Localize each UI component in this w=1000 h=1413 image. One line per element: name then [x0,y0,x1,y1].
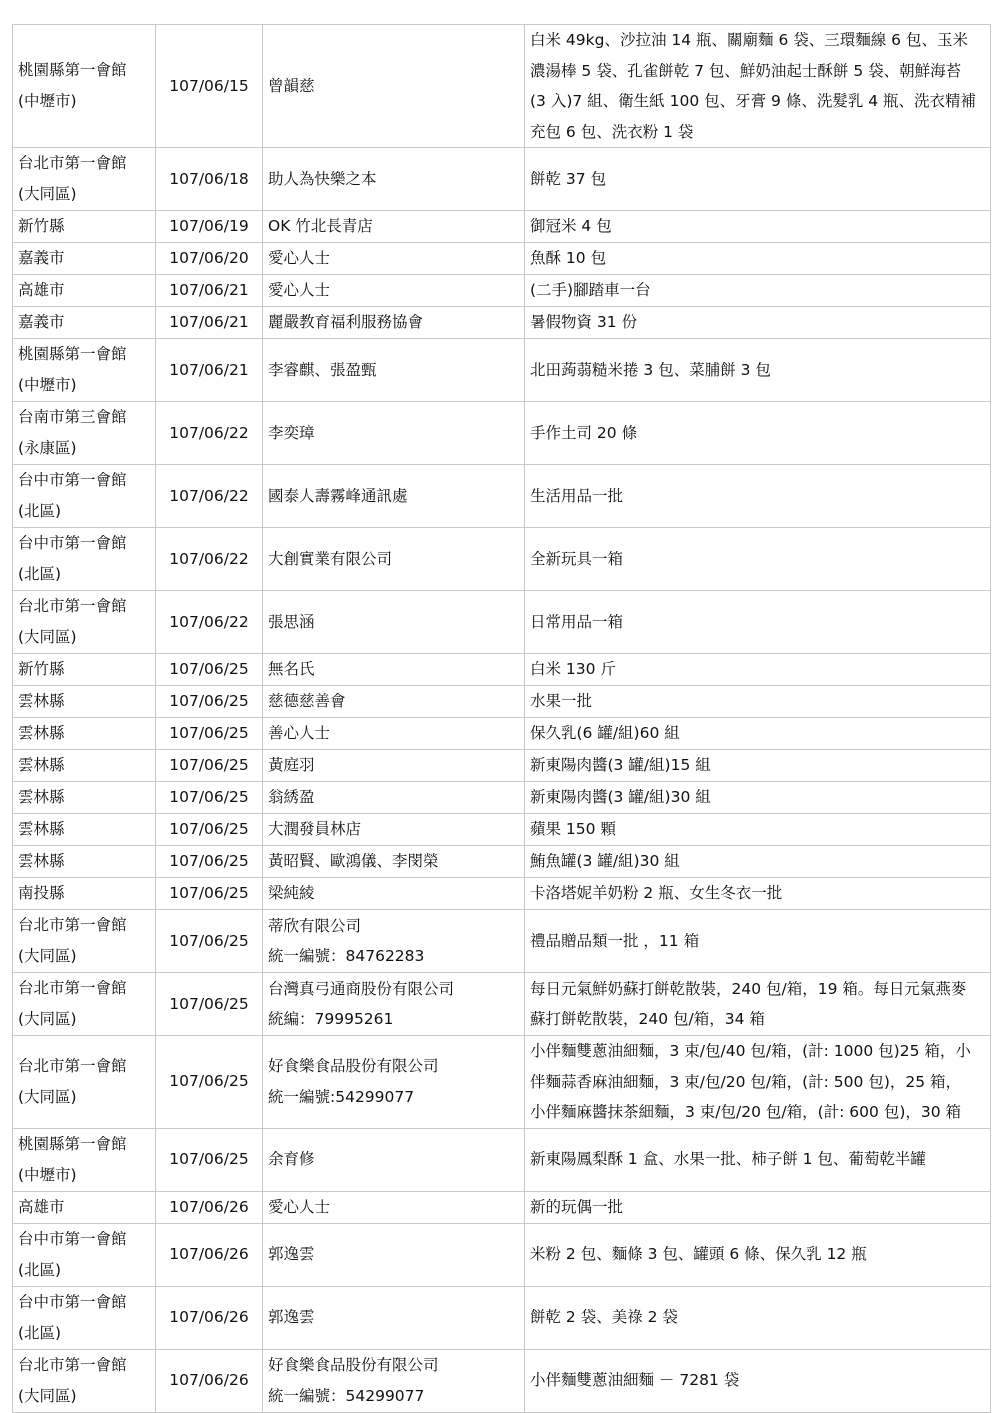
table-row [13,339,991,402]
location-cell-line: (永康區) [18,439,77,457]
location-cell [13,910,156,973]
donor-cell [263,339,525,402]
items-cell-line: 保久乳(6 罐/組)60 組 [530,724,680,743]
items-cell [525,307,991,339]
date-cell: 107/06/25 [156,846,263,878]
items-cell [525,339,991,402]
table-row [13,878,991,910]
donor-cell-line: 李奕璋 [268,423,315,442]
location-cell [13,782,156,814]
location-cell-line: 雲林縣 [18,692,65,710]
donor-cell [263,211,525,243]
donor-cell [263,243,525,275]
donor-cell-line: 曾韻慈 [268,76,315,95]
table-row [13,910,991,973]
donor-cell-line: 梁純綾 [268,884,315,902]
donor-cell [263,1223,525,1286]
table-row [13,148,991,211]
date-cell: 107/06/22 [156,528,263,591]
items-cell-line: 水果一批 [530,692,593,711]
donor-cell-line: 台灣真弓通商股份有限公司 [268,979,455,998]
date-cell: 107/06/25 [156,1128,263,1191]
donor-cell-line: 統一編號:54299077 [268,1087,415,1106]
table-row [13,1036,991,1129]
date-cell: 107/06/25 [156,750,263,782]
donor-cell [263,910,525,973]
date-cell: 107/06/21 [156,275,263,307]
items-cell-line: 北田蒟蒻糙米捲 3 包、菜脯餅 3 包 [530,360,771,379]
table-row [13,528,991,591]
items-cell-line: 禮品贈品類一批 ，11 箱 [530,931,700,950]
items-cell [525,148,991,211]
donor-cell [263,973,525,1036]
date-cell: 107/06/26 [156,1286,263,1349]
date-cell: 107/06/22 [156,465,263,528]
location-cell [13,1286,156,1349]
location-cell-line: 桃園縣第一會館 [18,345,127,363]
location-cell-line: 高雄市 [18,1197,65,1216]
donor-cell [263,750,525,782]
donor-cell [263,1349,525,1412]
location-cell-line: (大同區) [18,1386,77,1405]
donor-cell-line: 麗嚴教育福利服務協會 [268,313,424,331]
location-cell [13,25,156,148]
donor-cell [263,1036,525,1129]
items-cell [525,25,991,148]
date-cell: 107/06/25 [156,973,263,1036]
items-cell-line: 卡洛塔妮羊奶粉 2 瓶、女生冬衣一批 [530,884,783,903]
location-cell [13,654,156,686]
donor-cell-line: 愛心人士 [268,281,331,299]
location-cell [13,275,156,307]
donor-cell [263,654,525,686]
location-cell [13,814,156,846]
location-cell-line: 桃園縣第一會館 [18,1134,127,1153]
location-cell-line: 雲林縣 [18,852,65,870]
donor-cell [263,275,525,307]
table-row [13,814,991,846]
items-cell-line: 新東陽鳳梨酥 1 盒、水果一批、柿子餅 1 包、葡萄乾半罐 [530,1150,926,1169]
date-cell: 107/06/26 [156,1349,263,1412]
location-cell-line: 桃園縣第一會館 [18,61,127,79]
location-cell-line: (大同區) [18,1010,77,1028]
location-cell [13,1128,156,1191]
items-cell [525,782,991,814]
donor-cell [263,718,525,750]
items-cell-line: 暑假物資 31 份 [530,313,638,332]
date-cell: 107/06/22 [156,591,263,654]
location-cell [13,243,156,275]
items-cell-line: 小伴麵麻醬抹茶細麵，3 束/包/20 包/箱，(計: 600 包)，30 箱 [530,1103,962,1121]
items-cell-line: 新東陽肉醬(3 罐/組)30 組 [530,788,711,807]
donor-cell-line: 蒂欣有限公司 [268,916,362,935]
donor-cell [263,307,525,339]
location-cell-line: (大同區) [18,185,77,203]
donation-table [12,24,991,1413]
location-cell-line: (北區) [18,1260,62,1279]
date-cell: 107/06/15 [156,25,263,148]
table-row [13,25,991,148]
donor-cell-line: 郭逸雲 [268,1245,315,1263]
donor-cell [263,782,525,814]
table-row [13,718,991,750]
date-cell: 107/06/26 [156,1223,263,1286]
date-cell: 107/06/26 [156,1191,263,1223]
items-cell [525,718,991,750]
location-cell-line: (中壢市) [18,1165,77,1184]
location-cell-line: 雲林縣 [18,788,65,806]
donor-cell-line: 助人為快樂之本 [268,169,377,188]
location-cell-line: (北區) [18,1323,62,1342]
items-cell-line: 小伴麵雙蔥油細麵 － 7281 袋 [530,1371,740,1390]
location-cell-line: 台北市第一會館 [18,916,127,934]
date-cell: 107/06/25 [156,814,263,846]
location-cell-line: 台北市第一會館 [18,1056,127,1075]
donor-cell [263,465,525,528]
donation-list-page [12,24,990,1413]
table-row [13,275,991,307]
location-cell [13,1191,156,1223]
donor-cell-line: 翁綉盈 [268,788,315,806]
items-cell [525,814,991,846]
items-cell-line: 白米 49kg、沙拉油 14 瓶、關廟麵 6 袋、三環麵線 6 包、玉米 [530,31,968,49]
donor-cell-line: OK 竹北長青店 [268,217,373,235]
date-cell: 107/06/25 [156,782,263,814]
location-cell-line: 新竹縣 [18,217,65,235]
donor-cell-line: 大創實業有限公司 [268,549,393,568]
donor-cell [263,591,525,654]
location-cell-line: 台北市第一會館 [18,1355,127,1374]
donor-cell-line: 國泰人壽霧峰通訊處 [268,486,408,505]
items-cell-line: 每日元氣鮮奶蘇打餅乾散裝，240 包/箱，19 箱。每日元氣燕麥 [530,979,967,998]
table-row [13,402,991,465]
donor-cell-line: 余育修 [268,1150,315,1168]
location-cell [13,402,156,465]
items-cell [525,1349,991,1412]
table-row [13,1286,991,1349]
donor-cell [263,1128,525,1191]
location-cell-line: 嘉義市 [18,249,65,267]
items-cell-line: 小伴麵雙蔥油細麵，3 束/包/40 包/箱，(計: 1000 包)25 箱，小 [530,1042,971,1060]
items-cell [525,686,991,718]
donor-cell [263,148,525,211]
table-row [13,243,991,275]
items-cell [525,591,991,654]
location-cell [13,148,156,211]
date-cell: 107/06/18 [156,148,263,211]
donor-cell [263,1191,525,1223]
table-row [13,846,991,878]
location-cell [13,307,156,339]
location-cell [13,750,156,782]
donor-cell-line: 愛心人士 [268,1197,331,1216]
location-cell-line: 台北市第一會館 [18,597,127,615]
items-cell [525,973,991,1036]
donor-cell-line: 大潤發員林店 [268,820,362,838]
date-cell: 107/06/25 [156,910,263,973]
items-cell [525,1286,991,1349]
table-row [13,591,991,654]
items-cell-line: 蘇打餅乾散裝，240 包/箱，34 箱 [530,1010,765,1028]
location-cell [13,686,156,718]
table-row [13,465,991,528]
items-cell [525,275,991,307]
items-cell [525,1036,991,1129]
items-cell-line: 新的玩偶一批 [530,1197,624,1216]
items-cell-line: 伴麵蒜香麻油細麵，3 束/包/20 包/箱，(計: 500 包)，25 箱， [530,1072,962,1091]
donor-cell [263,528,525,591]
donor-cell-line: 張思涵 [268,612,315,631]
location-cell [13,465,156,528]
table-row [13,1191,991,1223]
items-cell-line: 御冠米 4 包 [530,217,612,236]
donor-cell [263,686,525,718]
location-cell-line: (大同區) [18,628,77,646]
location-cell-line: 高雄市 [18,281,65,299]
items-cell [525,654,991,686]
table-row [13,1223,991,1286]
location-cell [13,846,156,878]
location-cell-line: (北區) [18,565,62,583]
date-cell: 107/06/25 [156,718,263,750]
items-cell-line: 濃湯棒 5 袋、孔雀餅乾 7 包、鮮奶油起士酥餅 5 袋、朝鮮海苔 [530,61,962,80]
location-cell [13,528,156,591]
items-cell [525,211,991,243]
table-row [13,973,991,1036]
donor-cell-line: 黃庭羽 [268,756,315,774]
location-cell-line: 台中市第一會館 [18,1292,127,1311]
donor-cell [263,402,525,465]
location-cell-line: 南投縣 [18,884,65,902]
items-cell [525,402,991,465]
table-row [13,782,991,814]
date-cell: 107/06/25 [156,1036,263,1129]
items-cell-line: 餅乾 2 袋、美祿 2 袋 [530,1308,678,1327]
location-cell-line: (中壢市) [18,92,77,110]
items-cell-line: 米粉 2 包、麵條 3 包、罐頭 6 條、保久乳 12 瓶 [530,1245,867,1264]
items-cell-line: 充包 6 包、洗衣粉 1 袋 [530,122,694,141]
table-row [13,654,991,686]
location-cell [13,211,156,243]
items-cell [525,243,991,275]
date-cell: 107/06/21 [156,307,263,339]
donor-cell-line: 善心人士 [268,724,331,742]
items-cell [525,846,991,878]
location-cell [13,1036,156,1129]
location-cell-line: 台北市第一會館 [18,979,127,997]
location-cell-line: 台中市第一會館 [18,1229,127,1248]
items-cell-line: 鮪魚罐(3 罐/組)30 組 [530,852,680,871]
location-cell-line: 嘉義市 [18,313,65,331]
table-row [13,211,991,243]
date-cell: 107/06/19 [156,211,263,243]
date-cell: 107/06/25 [156,878,263,910]
donor-cell-line: 愛心人士 [268,249,331,267]
donor-cell-line: 統一編號：54299077 [268,1386,425,1405]
location-cell [13,973,156,1036]
donor-cell [263,846,525,878]
donation-table-body [13,25,991,1413]
location-cell-line: 新竹縣 [18,660,65,678]
items-cell [525,750,991,782]
location-cell-line: (大同區) [18,1087,77,1106]
items-cell-line: 生活用品一批 [530,486,624,505]
donor-cell-line: 郭逸雲 [268,1308,315,1326]
items-cell [525,465,991,528]
table-row [13,1128,991,1191]
donor-cell-line: 統一編號：84762283 [268,947,425,965]
donor-cell-line: 慈德慈善會 [268,692,346,710]
items-cell-line: 魚酥 10 包 [530,249,607,268]
location-cell [13,1349,156,1412]
location-cell [13,591,156,654]
location-cell-line: 台中市第一會館 [18,471,127,489]
location-cell-line: (北區) [18,502,62,520]
location-cell-line: 雲林縣 [18,820,65,838]
location-cell [13,878,156,910]
items-cell [525,1223,991,1286]
donor-cell [263,1286,525,1349]
location-cell-line: 台中市第一會館 [18,534,127,552]
table-row [13,1349,991,1412]
items-cell [525,1191,991,1223]
items-cell-line: 餅乾 37 包 [530,169,607,188]
date-cell: 107/06/25 [156,654,263,686]
table-row [13,750,991,782]
location-cell-line: 台北市第一會館 [18,154,127,172]
items-cell-line: (3 入)7 組、衛生紙 100 包、牙膏 9 條、洗髮乳 4 瓶、洗衣精補 [530,92,977,110]
location-cell-line: 台南市第三會館 [18,408,127,426]
date-cell: 107/06/22 [156,402,263,465]
items-cell-line: 白米 130 斤 [530,660,616,679]
donor-cell [263,878,525,910]
location-cell-line: (大同區) [18,947,77,965]
items-cell-line: 蘋果 150 顆 [530,820,616,839]
items-cell [525,1128,991,1191]
date-cell: 107/06/20 [156,243,263,275]
items-cell [525,528,991,591]
table-row [13,686,991,718]
items-cell-line: (二手)腳踏車一台 [530,281,651,300]
items-cell [525,878,991,910]
donor-cell-line: 無名氏 [268,660,315,678]
location-cell [13,1223,156,1286]
donor-cell-line: 統編：79995261 [268,1010,394,1028]
items-cell-line: 日常用品一箱 [530,612,624,631]
donor-cell [263,25,525,148]
location-cell [13,718,156,750]
location-cell-line: (中壢市) [18,376,77,394]
donor-cell [263,814,525,846]
items-cell-line: 全新玩具一箱 [530,549,624,568]
date-cell: 107/06/25 [156,686,263,718]
location-cell [13,339,156,402]
items-cell-line: 手作土司 20 條 [530,423,638,442]
donor-cell-line: 好食樂食品股份有限公司 [268,1057,439,1076]
location-cell-line: 雲林縣 [18,724,65,742]
date-cell: 107/06/21 [156,339,263,402]
items-cell [525,910,991,973]
donor-cell-line: 黃昭賢、歐鴻儀、李閔榮 [268,852,439,870]
items-cell-line: 新東陽肉醬(3 罐/組)15 組 [530,756,711,775]
location-cell-line: 雲林縣 [18,756,65,774]
table-row [13,307,991,339]
donor-cell-line: 好食樂食品股份有限公司 [268,1356,439,1374]
donor-cell-line: 李睿麒、張盈甄 [268,360,377,379]
